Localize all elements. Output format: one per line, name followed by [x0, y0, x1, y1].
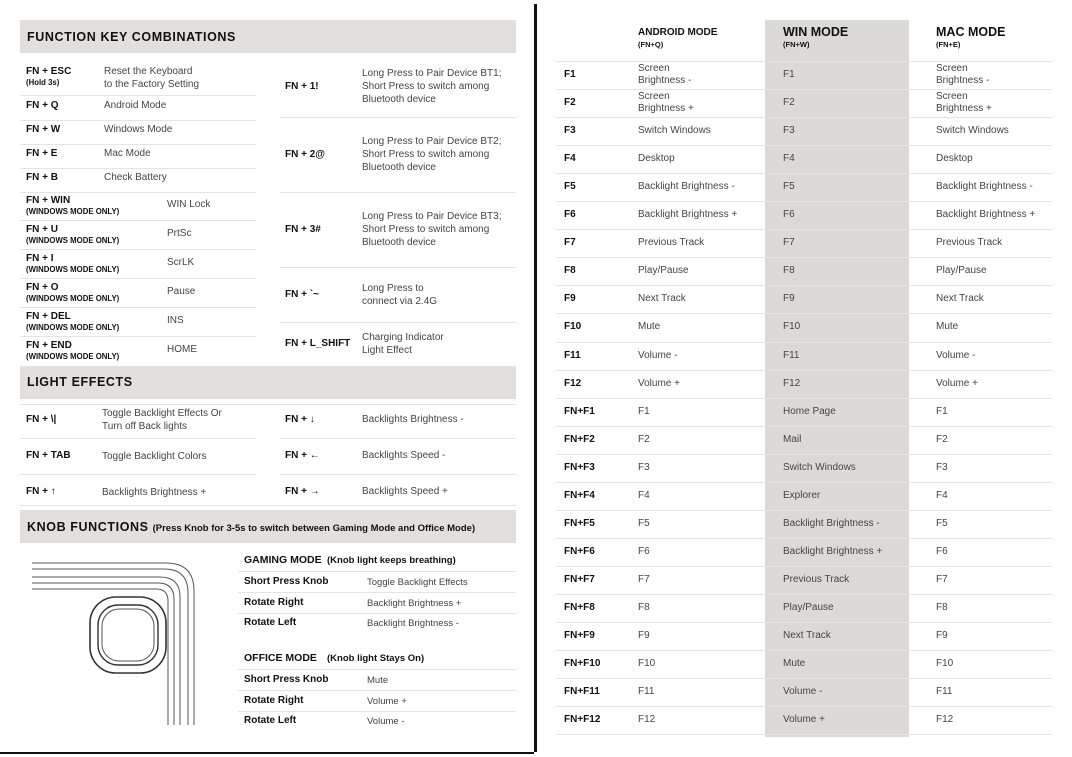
fn-description: connect via 2.4G: [362, 295, 438, 307]
row-divider: [556, 566, 1052, 567]
fn-key-note: (Hold 3s): [26, 78, 60, 87]
knob-functions-header: [20, 510, 516, 543]
fn-description: WIN Lock: [167, 199, 211, 210]
mode-cell-android: Desktop: [638, 153, 675, 165]
knob-action: Rotate Left: [244, 715, 297, 726]
mode-key: F1: [564, 69, 576, 81]
fn-key: FN + ESC: [26, 66, 72, 77]
fn-key: FN + Q: [26, 100, 59, 111]
mode-cell-mac: F12: [936, 714, 954, 726]
fn-key: FN + 2@: [285, 148, 326, 160]
row-divider: [556, 342, 1052, 343]
mode-cell-mac: F11: [936, 686, 953, 698]
mode-cell-win: Play/Pause: [783, 601, 834, 613]
fn-key: FN + `~: [285, 288, 319, 300]
knob-action: Short Press Knob: [244, 576, 329, 587]
row-divider: [556, 229, 1052, 230]
mode-cell-win: F1: [783, 69, 795, 81]
mode-header: WIN MODE: [783, 25, 849, 39]
row-divider: [238, 613, 516, 614]
knob-mode-title: OFFICE MODE: [244, 652, 317, 664]
mode-cell-mac: Mute: [936, 321, 959, 333]
row-divider: [20, 505, 516, 506]
mode-key: FN+F3: [564, 461, 595, 473]
mode-key: F7: [564, 237, 576, 249]
row-divider: [20, 95, 256, 96]
mode-key: FN+F6: [564, 545, 595, 557]
mode-cell-win: Backlight Brightness +: [783, 545, 883, 557]
mode-key: FN+F4: [564, 489, 595, 501]
mode-header: MAC MODE: [936, 25, 1006, 39]
mode-cell-win: F7: [783, 237, 795, 249]
mode-cell-mac: F8: [936, 601, 948, 613]
row-divider: [280, 117, 516, 118]
mode-cell-mac: F5: [936, 517, 948, 529]
fn-description: PrtSc: [167, 228, 192, 239]
mode-cell-mac: F7: [936, 573, 948, 585]
row-divider: [20, 192, 256, 193]
mode-cell-mac: Desktop: [936, 153, 973, 165]
fn-description: Short Press to switch among: [362, 81, 490, 92]
row-divider: [556, 650, 1052, 651]
row-divider: [20, 474, 256, 475]
knob-mode-note: (Knob light Stays On): [327, 653, 425, 664]
row-divider: [280, 192, 516, 193]
mode-cell-win: Previous Track: [783, 573, 850, 585]
knob-action-result: Toggle Backlight Effects: [367, 577, 468, 588]
mode-cell-mac: Switch Windows: [936, 125, 1009, 137]
mode-cell-android: F10: [638, 658, 656, 670]
knob-mode-title: GAMING MODE: [244, 554, 322, 566]
fn-description: Windows Mode: [104, 124, 173, 135]
knob-action: Rotate Left: [244, 617, 297, 628]
mode-key: F12: [564, 377, 582, 389]
mode-key: FN+F5: [564, 517, 595, 529]
mode-cell-win: Mail: [783, 433, 802, 445]
mode-cell-mac: F4: [936, 489, 948, 501]
fn-description: to the Factory Setting: [104, 79, 200, 90]
mode-cell-win: F5: [783, 181, 795, 193]
row-divider: [20, 438, 256, 439]
mode-header-note: (FN+W): [783, 40, 810, 49]
mode-key: F2: [564, 97, 576, 109]
mode-cell-android: F9: [638, 630, 650, 642]
knob-action: Short Press Knob: [244, 674, 329, 685]
fn-key-note: (WINDOWS MODE ONLY): [26, 265, 120, 274]
mode-cell-android: F5: [638, 517, 650, 529]
row-divider: [556, 173, 1052, 174]
mode-cell-mac: Screen: [936, 63, 968, 75]
light-description: Turn off Back lights: [102, 421, 188, 432]
mode-cell-android: F2: [638, 433, 650, 445]
mode-cell-win: Mute: [783, 658, 806, 670]
mode-cell-android: Volume -: [638, 349, 678, 361]
mode-cell-win: F2: [783, 97, 795, 109]
mode-key: F11: [564, 349, 581, 361]
light-key: FN + →: [285, 486, 320, 497]
mode-key: F8: [564, 265, 576, 277]
mode-cell-win: F9: [783, 293, 795, 305]
mode-key: F4: [564, 153, 576, 165]
row-divider: [20, 336, 256, 337]
fn-description: Long Press to: [362, 282, 424, 294]
row-divider: [280, 438, 516, 439]
mode-cell-mac: F2: [936, 433, 948, 445]
mode-key: F3: [564, 125, 576, 137]
knob-action: Rotate Right: [244, 694, 304, 706]
mode-cell-win: F3: [783, 125, 795, 137]
mode-cell-mac: Backlight Brightness +: [936, 209, 1036, 221]
mode-cell-android: Brightness +: [638, 103, 694, 115]
fn-description: Long Press to Pair Device BT2;: [362, 136, 502, 147]
row-divider: [20, 249, 256, 250]
row-divider: [280, 474, 516, 475]
mode-cell-android: Previous Track: [638, 237, 705, 249]
light-key: FN + \|: [26, 414, 57, 425]
mode-cell-android: F11: [638, 686, 655, 698]
mode-cell-mac: Brightness +: [936, 103, 992, 115]
knob-action-result: Backlight Brightness -: [367, 618, 459, 629]
row-divider: [20, 168, 256, 169]
mode-cell-android: Screen: [638, 91, 670, 103]
row-divider: [556, 61, 1052, 62]
mode-header: ANDROID MODE: [638, 27, 718, 38]
row-divider: [556, 454, 1052, 455]
mode-cell-mac: Volume -: [936, 349, 976, 361]
row-divider: [556, 370, 1052, 371]
mode-key: F5: [564, 181, 576, 193]
fn-description: Short Press to switch among: [362, 149, 490, 160]
mode-cell-android: F7: [638, 573, 650, 585]
fn-key: FN + 1!: [285, 80, 319, 92]
fn-description: HOME: [167, 344, 197, 355]
row-divider: [556, 398, 1052, 399]
light-key: FN + TAB: [26, 450, 71, 461]
mode-cell-mac: F9: [936, 630, 948, 642]
fn-key: FN + U: [26, 224, 58, 235]
fn-description: Reset the Keyboard: [104, 66, 193, 77]
function-keys-title: FUNCTION KEY COMBINATIONS: [27, 30, 236, 44]
mode-cell-win: F12: [783, 377, 801, 389]
mode-cell-win: F11: [783, 349, 800, 361]
light-description: Toggle Backlight Effects Or: [102, 408, 222, 419]
mode-cell-android: Volume +: [638, 377, 680, 389]
fn-key-note: (WINDOWS MODE ONLY): [26, 207, 120, 216]
fn-key-note: (WINDOWS MODE ONLY): [26, 323, 120, 332]
knob-action-result: Volume +: [367, 695, 407, 707]
mode-cell-android: Play/Pause: [638, 265, 689, 277]
mode-cell-mac: F1: [936, 405, 948, 417]
row-divider: [556, 538, 1052, 539]
mode-cell-android: Mute: [638, 321, 661, 333]
row-divider: [20, 120, 256, 121]
mode-cell-win: Explorer: [783, 489, 821, 501]
mode-key: F6: [564, 209, 576, 221]
mode-header-note: (FN+E): [936, 40, 961, 49]
fn-description: Pause: [167, 286, 196, 297]
mode-cell-android: Backlight Brightness -: [638, 181, 735, 193]
row-divider: [556, 201, 1052, 202]
mode-cell-android: F8: [638, 601, 650, 613]
light-effects-title: LIGHT EFFECTS: [27, 375, 133, 389]
mode-cell-win: Backlight Brightness -: [783, 517, 880, 529]
mode-cell-android: Backlight Brightness +: [638, 209, 738, 221]
mode-key: F10: [564, 321, 582, 333]
row-divider: [556, 117, 1052, 118]
fn-key: FN + B: [26, 172, 58, 183]
row-divider: [20, 144, 256, 145]
row-divider: [20, 278, 256, 279]
row-divider: [238, 669, 516, 670]
mode-cell-android: Brightness -: [638, 75, 692, 87]
row-divider: [556, 482, 1052, 483]
mode-cell-mac: F3: [936, 461, 948, 473]
fn-description: INS: [167, 315, 184, 326]
light-key: FN + ↑: [26, 486, 56, 497]
knob-functions-subtitle: (Press Knob for 3-5s to switch between Gaming Mode and Office Mode): [152, 523, 476, 534]
row-divider: [280, 322, 516, 323]
light-description: Toggle Backlight Colors: [102, 450, 207, 462]
mode-cell-win: Volume -: [783, 686, 823, 698]
fn-key: FN + WIN: [26, 195, 71, 206]
mode-key: FN+F1: [564, 405, 595, 417]
mode-cell-mac: Brightness -: [936, 75, 990, 87]
row-divider: [556, 678, 1052, 679]
fn-description: Light Effect: [362, 344, 412, 356]
mode-cell-win: F8: [783, 265, 795, 277]
mode-cell-android: Screen: [638, 63, 670, 75]
row-divider: [556, 257, 1052, 258]
function-keys-header: [20, 20, 516, 53]
light-key: FN + ←: [285, 450, 320, 461]
mode-key: FN+F7: [564, 573, 595, 585]
mode-cell-android: Switch Windows: [638, 125, 711, 137]
row-divider: [556, 706, 1052, 707]
fn-description: Short Press to switch among: [362, 224, 490, 235]
mode-cell-android: Next Track: [638, 293, 686, 305]
mode-cell-mac: Volume +: [936, 377, 978, 389]
fn-key-note: (WINDOWS MODE ONLY): [26, 236, 120, 245]
fn-description: Long Press to Pair Device BT1;: [362, 68, 502, 79]
row-divider: [238, 711, 516, 712]
fn-key: FN + L_SHIFT: [285, 337, 351, 349]
mode-key: FN+F12: [564, 714, 601, 726]
mode-cell-win: F10: [783, 321, 801, 333]
fn-description: Bluetooth device: [362, 237, 436, 248]
fn-key-note: (WINDOWS MODE ONLY): [26, 294, 120, 303]
light-effects-header: [20, 366, 516, 399]
page-divider: [534, 4, 537, 752]
row-divider: [556, 285, 1052, 286]
mode-key: F9: [564, 293, 576, 305]
mode-cell-win: Next Track: [783, 630, 831, 642]
mode-cell-win: Switch Windows: [783, 461, 856, 473]
knob-functions-title: KNOB FUNCTIONS: [27, 520, 149, 534]
row-divider: [556, 313, 1052, 314]
fn-description: ScrLK: [167, 257, 195, 268]
mode-cell-android: F12: [638, 714, 656, 726]
mode-cell-android: F3: [638, 461, 650, 473]
row-divider: [20, 307, 256, 308]
mode-cell-mac: F6: [936, 545, 948, 557]
row-divider: [238, 571, 516, 572]
fn-key: FN + DEL: [26, 311, 71, 322]
bottom-rule: [0, 752, 534, 754]
fn-key: FN + O: [26, 282, 59, 293]
row-divider: [20, 220, 256, 221]
mode-cell-mac: Screen: [936, 91, 968, 103]
row-divider: [556, 734, 1052, 735]
row-divider: [556, 594, 1052, 595]
row-divider: [556, 89, 1052, 90]
row-divider: [280, 267, 516, 268]
mode-cell-mac: Next Track: [936, 293, 984, 305]
light-description: Backlights Speed +: [362, 486, 448, 497]
knob-action: Rotate Right: [244, 596, 304, 608]
fn-key: FN + END: [26, 340, 72, 351]
mode-header-note: (FN+Q): [638, 40, 664, 49]
knob-icon: [28, 555, 200, 727]
fn-key: FN + W: [26, 124, 61, 135]
mode-cell-mac: F10: [936, 658, 954, 670]
mode-key: FN+F9: [564, 630, 595, 642]
mode-cell-mac: Backlight Brightness -: [936, 181, 1033, 193]
fn-key: FN + E: [26, 148, 58, 159]
mode-key: FN+F8: [564, 601, 595, 613]
mode-cell-win: Volume +: [783, 714, 825, 726]
fn-key: FN + I: [26, 253, 54, 264]
row-divider: [556, 426, 1052, 427]
row-divider: [556, 145, 1052, 146]
mode-cell-android: F6: [638, 545, 650, 557]
fn-description: Bluetooth device: [362, 94, 436, 105]
mode-cell-win: Home Page: [783, 405, 836, 417]
mode-cell-android: F4: [638, 489, 650, 501]
light-key: FN + ↓: [285, 414, 315, 425]
row-divider: [20, 404, 516, 405]
mode-key: FN+F2: [564, 433, 595, 445]
fn-description: Long Press to Pair Device BT3;: [362, 211, 502, 222]
row-divider: [238, 690, 516, 691]
knob-action-result: Mute: [367, 675, 389, 686]
row-divider: [556, 510, 1052, 511]
mode-key: FN+F10: [564, 658, 601, 670]
mode-cell-android: F1: [638, 405, 650, 417]
knob-action-result: Volume -: [367, 716, 405, 727]
fn-description: Charging Indicator: [362, 331, 444, 343]
fn-description: Android Mode: [104, 100, 167, 111]
light-description: Backlights Brightness -: [362, 414, 464, 425]
light-description: Backlights Speed -: [362, 450, 446, 461]
knob-mode-note: (Knob light keeps breathing): [327, 555, 456, 566]
row-divider: [556, 622, 1052, 623]
fn-key-note: (WINDOWS MODE ONLY): [26, 352, 120, 361]
row-divider: [238, 592, 516, 593]
knob-action-result: Backlight Brightness +: [367, 597, 462, 609]
mode-cell-mac: Previous Track: [936, 237, 1003, 249]
fn-key: FN + 3#: [285, 223, 321, 235]
light-description: Backlights Brightness +: [102, 486, 207, 498]
mode-cell-mac: Play/Pause: [936, 265, 987, 277]
mode-key: FN+F11: [564, 686, 600, 698]
mode-cell-win: F4: [783, 153, 795, 165]
mode-cell-win: F6: [783, 209, 795, 221]
fn-description: Mac Mode: [104, 148, 151, 159]
fn-description: Check Battery: [104, 172, 167, 183]
fn-description: Bluetooth device: [362, 162, 436, 173]
